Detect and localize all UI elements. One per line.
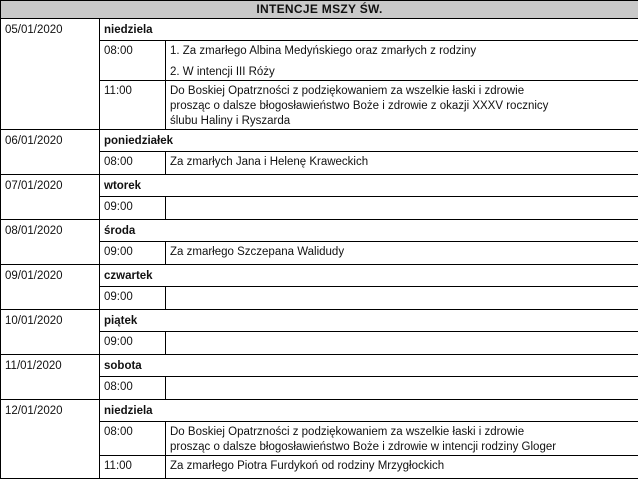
mass-row — [1, 81, 638, 130]
mass-row — [1, 332, 638, 355]
mass-row — [1, 377, 638, 400]
day-row — [1, 355, 638, 377]
date-spacer-cell — [1, 81, 100, 130]
date-spacer-cell — [1, 41, 100, 81]
day-date: 12/01/2020 — [1, 400, 100, 422]
date-spacer-cell — [1, 377, 100, 400]
mass-time: 11:00 — [100, 81, 166, 130]
day-name: wtorek — [100, 175, 638, 197]
intention-line: Za zmarłego Szczepana Walidudy — [170, 245, 638, 260]
day-date: 11/01/2020 — [1, 355, 100, 377]
day-row — [1, 310, 638, 332]
mass-time: 08:00 — [100, 377, 166, 400]
day-row — [1, 220, 638, 242]
intentions-table-body — [1, 1, 638, 479]
day-date: 08/01/2020 — [1, 220, 100, 242]
day-name: niedziela — [100, 19, 638, 41]
mass-intention — [166, 332, 638, 355]
day-date: 07/01/2020 — [1, 175, 100, 197]
date-spacer-cell — [1, 197, 100, 220]
mass-row — [1, 242, 638, 265]
title-row — [1, 1, 638, 19]
day-date: 09/01/2020 — [1, 265, 100, 287]
date-spacer-cell — [1, 287, 100, 310]
day-date: 06/01/2020 — [1, 130, 100, 152]
day-date: 05/01/2020 — [1, 19, 100, 41]
mass-row — [1, 41, 638, 81]
mass-time: 09:00 — [100, 242, 166, 265]
mass-row — [1, 287, 638, 310]
mass-time: 08:00 — [100, 422, 166, 456]
day-name: sobota — [100, 355, 638, 377]
day-row — [1, 400, 638, 422]
mass-intention — [166, 287, 638, 310]
date-spacer-cell — [1, 242, 100, 265]
mass-intention — [166, 197, 638, 220]
page-title: INTENCJE MSZY ŚW. — [1, 1, 638, 19]
intention-line: prosząc o dalsze błogosławieństwo Boże i zdrowie w intencji rodziny Gloger — [170, 440, 638, 455]
intention-line: Do Boskiej Opatrzności z podziękowaniem za wszelkie łaski i zdrowie — [170, 425, 638, 440]
day-name: poniedziałek — [100, 130, 638, 152]
intention-line: Za zmarłego Piotra Furdykoń od rodziny Mrzygłockich — [170, 459, 638, 474]
day-row — [1, 19, 638, 41]
mass-row — [1, 152, 638, 175]
day-date: 10/01/2020 — [1, 310, 100, 332]
day-name: czwartek — [100, 265, 638, 287]
mass-time: 09:00 — [100, 287, 166, 310]
intention-line: prosząc o dalsze błogosławieństwo Boże i zdrowie z okazji XXXV rocznicy — [170, 99, 638, 114]
mass-row — [1, 422, 638, 456]
day-name: niedziela — [100, 400, 638, 422]
mass-intention — [166, 242, 638, 265]
mass-time: 09:00 — [100, 197, 166, 220]
date-spacer-cell — [1, 152, 100, 175]
day-row — [1, 130, 638, 152]
intention-line: Do Boskiej Opatrzności z podziękowaniem za wszelkie łaski i zdrowie — [170, 84, 638, 99]
mass-time: 08:00 — [100, 152, 166, 175]
intention-line: 2. W intencji III Róży — [170, 65, 638, 80]
intention-line: ślubu Haliny i Ryszarda — [170, 114, 638, 129]
intention-line: Za zmarłych Jana i Helenę Kraweckich — [170, 155, 638, 170]
mass-intention — [166, 377, 638, 400]
mass-row — [1, 197, 638, 220]
date-spacer-cell — [1, 456, 100, 479]
mass-intention — [166, 152, 638, 175]
mass-intention — [166, 422, 638, 456]
day-name: piątek — [100, 310, 638, 332]
mass-intention — [166, 41, 638, 81]
date-spacer-cell — [1, 332, 100, 355]
day-name: środa — [100, 220, 638, 242]
mass-row — [1, 456, 638, 479]
day-row — [1, 265, 638, 287]
day-row — [1, 175, 638, 197]
mass-intention — [166, 456, 638, 479]
mass-time: 09:00 — [100, 332, 166, 355]
mass-intention — [166, 81, 638, 130]
intention-line: 1. Za zmarłego Albina Medyńskiego oraz zmarłych z rodziny — [170, 44, 638, 59]
mass-time: 08:00 — [100, 41, 166, 81]
date-spacer-cell — [1, 422, 100, 456]
mass-time: 11:00 — [100, 456, 166, 479]
